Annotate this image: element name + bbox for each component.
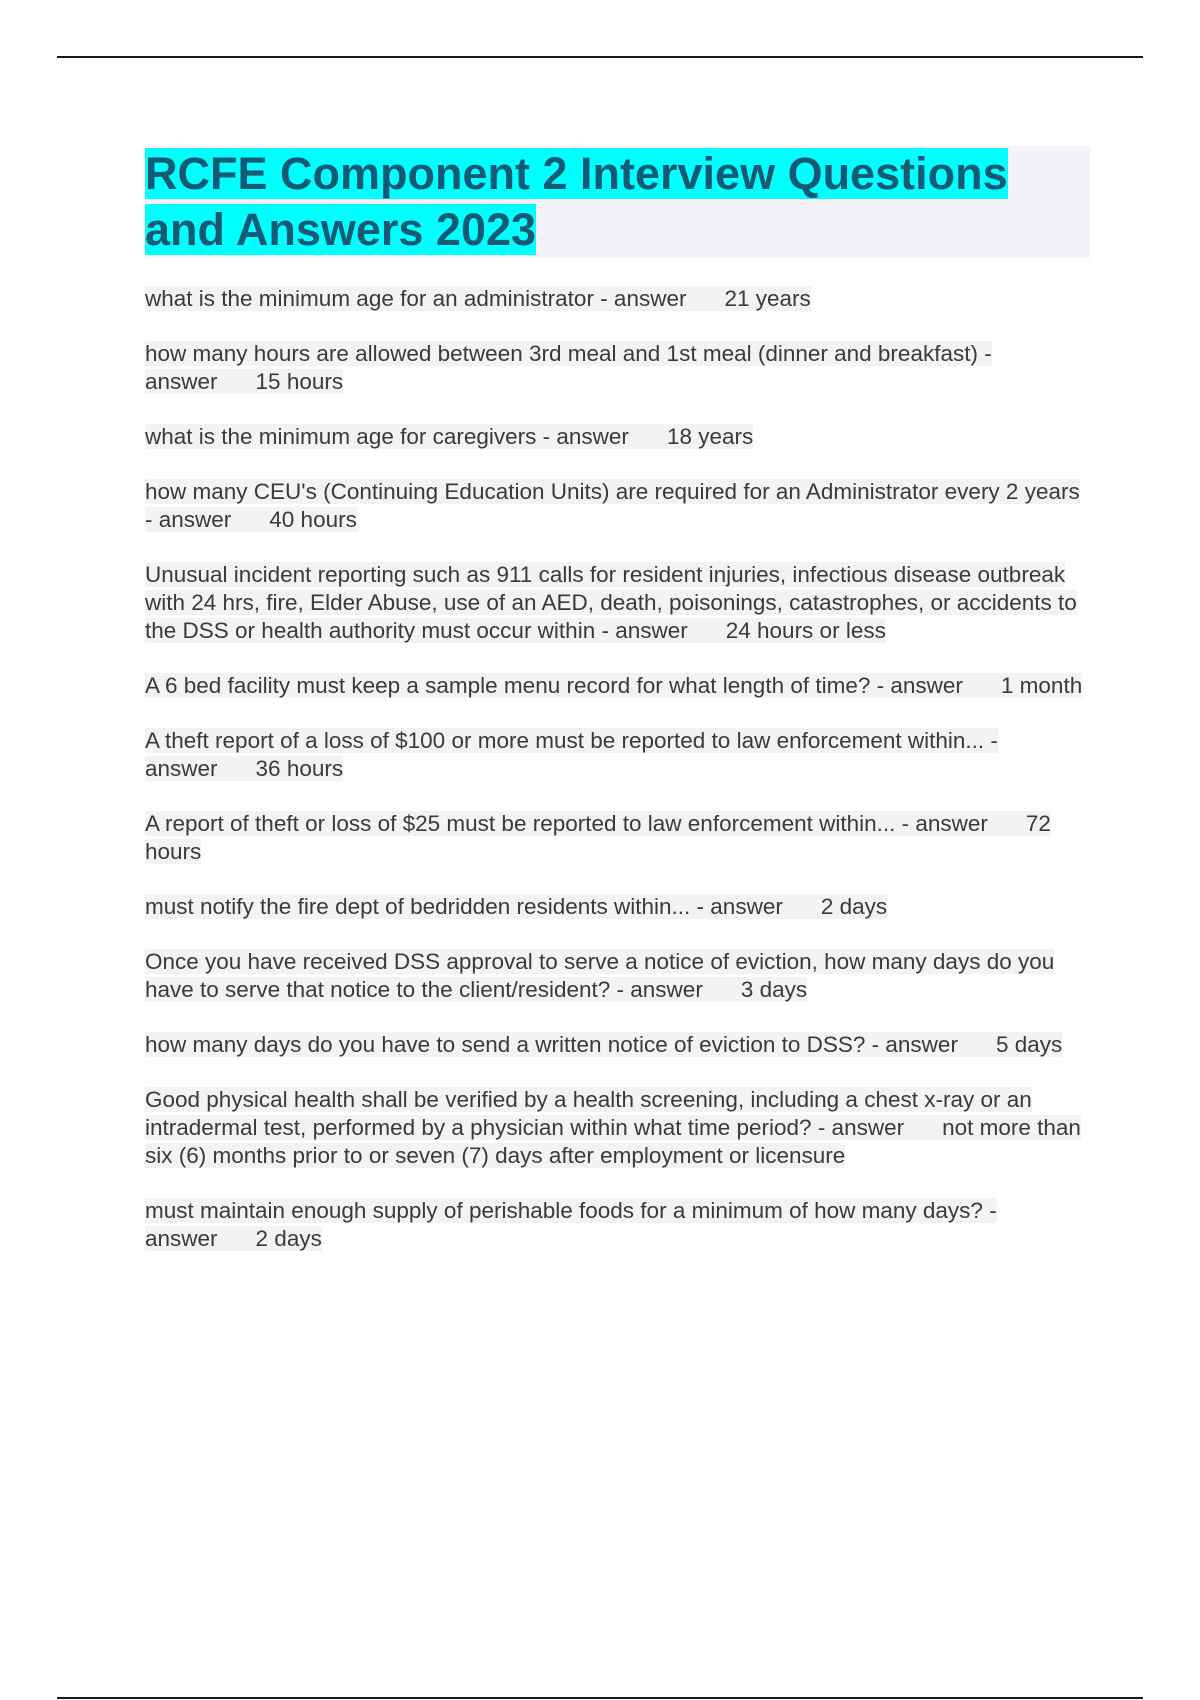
answer-text: 72 hours: [145, 811, 1051, 864]
question-text: what is the minimum age for caregivers - answer: [145, 424, 629, 449]
answer-text: 15 hours: [255, 369, 344, 394]
document-title: [145, 146, 1090, 258]
qa-item: [145, 561, 1090, 645]
question-text: must maintain enough supply of perishable foods for a minimum of how many days? - answer: [145, 1198, 997, 1251]
answer-text: 5 days: [995, 1032, 1063, 1057]
question-text: Unusual incident reporting such as 911 calls for resident injuries, infectious disease outbreak with 24 hrs, fire, Elder Abuse, use of an AED, death, poisonings, catastrophes, or accidents to the DSS or health authority must occur within - answer: [145, 562, 1077, 643]
answer-text: 3 days: [740, 977, 808, 1002]
qa-item: [145, 1031, 1090, 1059]
qa-item: [145, 810, 1090, 866]
qa-item: [145, 672, 1090, 700]
qa-item: [145, 727, 1090, 783]
document-body: [145, 146, 1090, 1280]
question-text: A 6 bed facility must keep a sample menu record for what length of time? - answer: [145, 673, 963, 698]
question-text: Good physical health shall be verified by a health screening, including a chest x-ray or an intradermal test, performed by a physician within what time period? - answer: [145, 1087, 1032, 1140]
question-text: how many CEU's (Continuing Education Units) are required for an Administrator every 2 years - answer: [145, 479, 1080, 532]
answer-text: 40 hours: [269, 507, 357, 532]
answer-text: 18 years: [666, 424, 754, 449]
answer-text: 36 hours: [255, 756, 344, 781]
question-text: must notify the fire dept of bedridden residents within... - answer: [145, 894, 783, 919]
qa-item: [145, 478, 1090, 534]
answer-text: 24 hours or less: [725, 618, 886, 643]
qa-item: [145, 1197, 1090, 1253]
qa-item: [145, 340, 1090, 396]
question-text: how many days do you have to send a written notice of eviction to DSS? - answer: [145, 1032, 958, 1057]
question-text: Once you have received DSS approval to serve a notice of eviction, how many days do you have to serve that notice to the client/resident? - answer: [145, 949, 1055, 1002]
answer-text: 2 days: [820, 894, 888, 919]
question-text: what is the minimum age for an administrator - answer: [145, 286, 687, 311]
answer-text: 1 month: [1000, 673, 1083, 698]
question-text: A report of theft or loss of $25 must be reported to law enforcement within... - answer: [145, 811, 988, 836]
answer-text: 21 years: [724, 286, 811, 311]
question-text: how many hours are allowed between 3rd meal and 1st meal (dinner and breakfast) - answer: [145, 341, 992, 394]
answer-text: 2 days: [255, 1226, 322, 1251]
qa-item: [145, 893, 1090, 921]
qa-item: [145, 423, 1090, 451]
qa-item: [145, 1086, 1090, 1170]
bottom-rule: [57, 1697, 1143, 1699]
question-text: A theft report of a loss of $100 or more must be reported to law enforcement within... - answer: [145, 728, 998, 781]
title-block: [145, 146, 1090, 258]
qa-item: [145, 285, 1090, 313]
qa-item: [145, 948, 1090, 1004]
answer-text: not more than six (6) months prior to or seven (7) days after employment or licensure: [145, 1115, 1081, 1168]
top-rule: [57, 56, 1143, 58]
title-text: RCFE Component 2 Interview Questions and Answers 2023: [145, 148, 1008, 255]
